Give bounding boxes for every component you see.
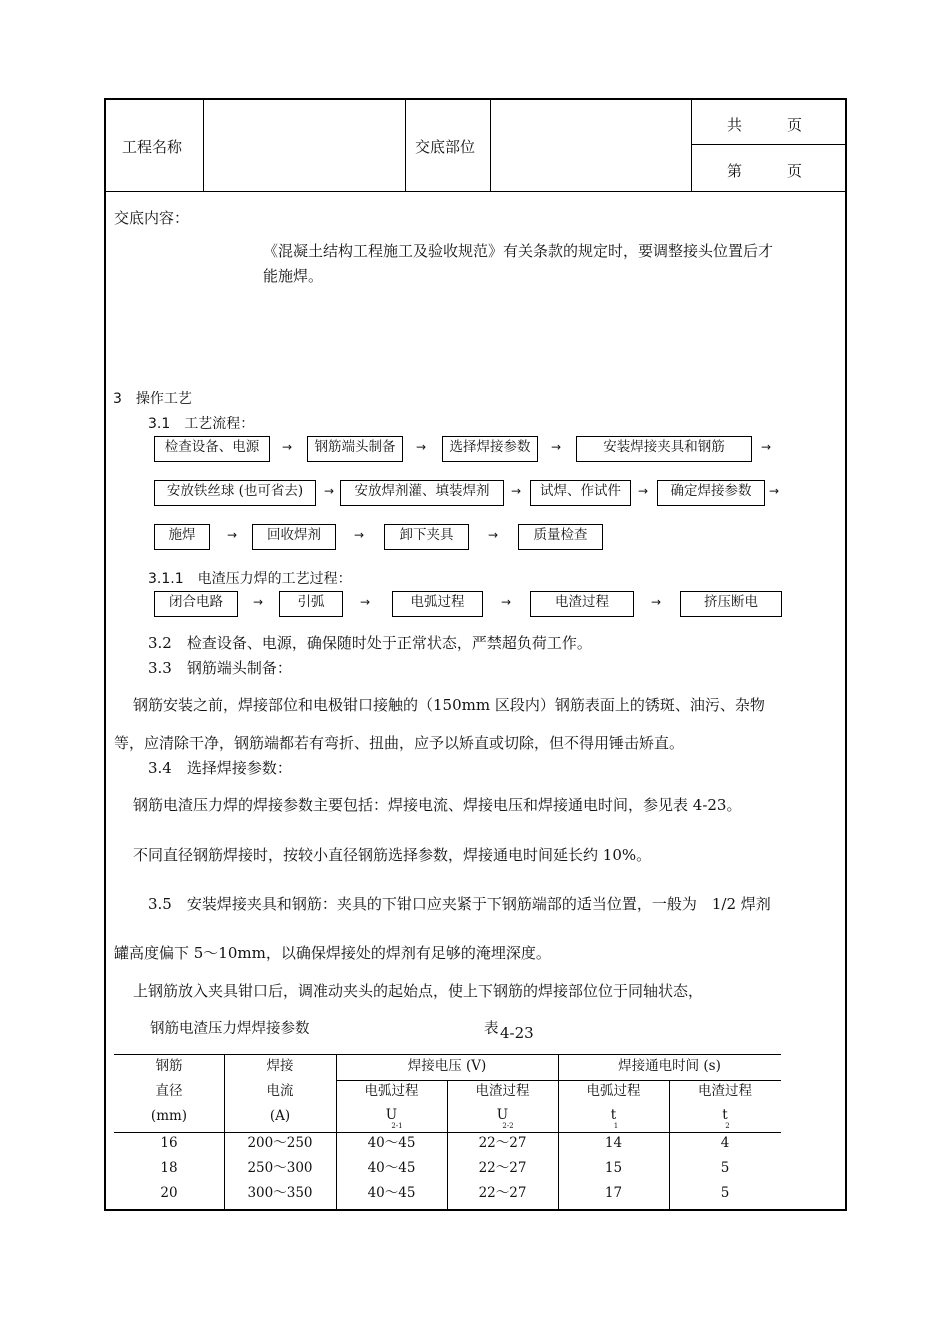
- table-header-cell: 电弧过程: [364, 1083, 419, 1099]
- project-name-label: 工程名称: [122, 138, 183, 156]
- paragraph: 钢筋电渣压力焊的焊接参数主要包括：焊接电流、焊接电压和焊接通电时间，参见表 4-23。: [133, 796, 742, 814]
- section-3-1-title: 3.1 工艺流程：: [148, 416, 255, 432]
- section-3-title: 3 操作工艺: [113, 391, 192, 407]
- arrow-icon: →: [227, 528, 238, 542]
- table-header-cell: (mm): [150, 1108, 188, 1124]
- table-cell: 40～45: [367, 1135, 416, 1151]
- table-number: 4-23: [500, 1024, 534, 1042]
- flow-step-box: 安放铁丝球 (也可省去): [154, 480, 316, 506]
- table-header-cell: (A): [269, 1108, 291, 1124]
- table-cell: 40～45: [367, 1185, 416, 1201]
- table-cell: 22～27: [478, 1185, 527, 1201]
- paragraph: 罐高度偏下 5～10mm，以确保焊接处的焊剂有足够的淹埋深度。: [114, 944, 551, 962]
- table-cell: 300～350: [247, 1185, 313, 1201]
- header-page-rule: [691, 144, 846, 145]
- table-header-cell: 电渣过程: [698, 1083, 752, 1099]
- process-step-box: 电渣过程: [530, 591, 634, 617]
- arrow-icon: →: [324, 484, 335, 498]
- section-3-2-text: 3.2 检查设备、电源，确保随时处于正常状态，严禁超负荷工作。: [148, 634, 592, 652]
- table-symbol-subscript: 2-2: [502, 1122, 514, 1130]
- flow-step-box: 确定焊接参数: [657, 480, 765, 506]
- table-symbol-subscript: 2: [725, 1122, 730, 1130]
- paragraph: 不同直径钢筋焊接时，按较小直径钢筋选择参数，焊接通电时间延长约 10%。: [133, 846, 652, 864]
- section-3-3-title: 3.3 钢筋端头制备：: [148, 659, 292, 677]
- table-symbol: t: [722, 1107, 728, 1123]
- header-divider: [405, 98, 406, 192]
- section-3-4-title: 3.4 选择焊接参数：: [148, 759, 292, 777]
- table-cell: 22～27: [478, 1135, 527, 1151]
- arrow-icon: →: [488, 528, 499, 542]
- table-header-cell: 焊接: [266, 1058, 294, 1074]
- table-cell: 22～27: [478, 1160, 527, 1176]
- intro-label: 交底内容：: [114, 209, 190, 227]
- table-header-cell: 电渣过程: [475, 1083, 530, 1099]
- paragraph: 等，应清除干净，钢筋端都若有弯折、扭曲，应予以矫直或切除，但不得用锤击矫直。: [114, 734, 685, 752]
- process-step-box: 电弧过程: [392, 591, 483, 617]
- flow-step-box: 施焊: [154, 524, 210, 550]
- paragraph: 钢筋安装之前，焊接部位和电极钳口接触的（150mm 区段内）钢筋表面上的锈斑、油污、杂物: [133, 696, 765, 714]
- table-caption: 钢筋电渣压力焊焊接参数: [150, 1021, 310, 1037]
- arrow-icon: →: [769, 484, 780, 498]
- arrow-icon: →: [761, 440, 772, 454]
- arrow-icon: →: [551, 440, 562, 454]
- table-cell: 5: [720, 1185, 730, 1201]
- table-top-rule: [114, 1054, 781, 1055]
- paragraph: 3.5 安装焊接夹具和钢筋：夹具的下钳口应夹紧于下钢筋端部的适当位置，一般为 1/2 焊剂: [148, 895, 771, 913]
- flow-step-box: 钢筋端头制备: [307, 436, 403, 462]
- table-number-prefix: 表: [484, 1021, 499, 1037]
- table-cell: 40～45: [367, 1160, 416, 1176]
- page-number: 第 页: [727, 162, 803, 180]
- paragraph: 上钢筋放入夹具钳口后，调准动夹头的起始点，使上下钢筋的焊接部位位于同轴状态，: [133, 982, 704, 1000]
- table-symbol-subscript: 1: [613, 1122, 619, 1130]
- table-header-cell: 焊接通电时间 (s): [618, 1058, 721, 1074]
- arrow-icon: →: [651, 595, 662, 609]
- disclosure-form-frame: [104, 98, 847, 1211]
- table-header-cell: 直径: [155, 1083, 183, 1099]
- arrow-icon: →: [354, 528, 365, 542]
- table-cell: 5: [720, 1160, 730, 1176]
- carry-line: 能施焊。: [263, 267, 324, 285]
- table-cell: 200～250: [247, 1135, 313, 1151]
- table-cell: 250～300: [247, 1160, 313, 1176]
- flow-step-box: 质量检查: [518, 524, 603, 550]
- table-header-cell: 电弧过程: [586, 1083, 641, 1099]
- header-divider: [490, 98, 491, 192]
- table-cell: 15: [604, 1160, 623, 1176]
- table-cell: 4: [720, 1135, 730, 1151]
- table-header-cell: 电流: [266, 1083, 294, 1099]
- flow-step-box: 安放焊剂灌、填装焊剂: [340, 480, 504, 506]
- flow-step-box: 试焊、作试件: [530, 480, 631, 506]
- table-header-cell: 钢筋: [155, 1058, 183, 1074]
- flow-step-box: 检查设备、电源: [154, 436, 270, 462]
- table-cell: 16: [160, 1135, 178, 1151]
- arrow-icon: →: [253, 595, 264, 609]
- arrow-icon: →: [501, 595, 512, 609]
- header-divider: [203, 98, 204, 192]
- arrow-icon: →: [416, 440, 427, 454]
- arrow-icon: →: [511, 484, 522, 498]
- table-symbol: U: [496, 1107, 509, 1123]
- location-label: 交底部位: [415, 138, 476, 156]
- header-bottom-rule: [104, 191, 847, 192]
- carry-line: 《混凝土结构工程施工及验收规范》有关条款的规定时，要调整接头位置后才: [263, 242, 774, 260]
- flow-step-box: 卸下夹具: [384, 524, 469, 550]
- table-cell: 20: [160, 1185, 178, 1201]
- flow-step-box: 回收焊剂: [252, 524, 336, 550]
- flow-step-box: 安装焊接夹具和钢筋: [576, 436, 752, 462]
- table-cell: 18: [160, 1160, 178, 1176]
- table-cell: 17: [604, 1185, 623, 1201]
- arrow-icon: →: [360, 595, 371, 609]
- total-pages: 共 页: [727, 116, 803, 134]
- process-step-box: 挤压断电: [680, 591, 782, 617]
- section-3-1-1-title: 3.1.1 电渣压力焊的工艺过程：: [148, 571, 352, 587]
- table-symbol: t: [610, 1107, 617, 1123]
- table-header-cell: 焊接电压 (V): [407, 1058, 487, 1074]
- table-cell: 14: [604, 1135, 623, 1151]
- table-symbol: U: [385, 1107, 398, 1123]
- table-symbol-subscript: 2-1: [391, 1122, 403, 1130]
- arrow-icon: →: [638, 484, 649, 498]
- header-divider: [691, 98, 692, 192]
- arrow-icon: →: [282, 440, 293, 454]
- flow-step-box: 选择焊接参数: [442, 436, 538, 462]
- process-step-box: 引弧: [279, 591, 343, 617]
- process-step-box: 闭合电路: [154, 591, 238, 617]
